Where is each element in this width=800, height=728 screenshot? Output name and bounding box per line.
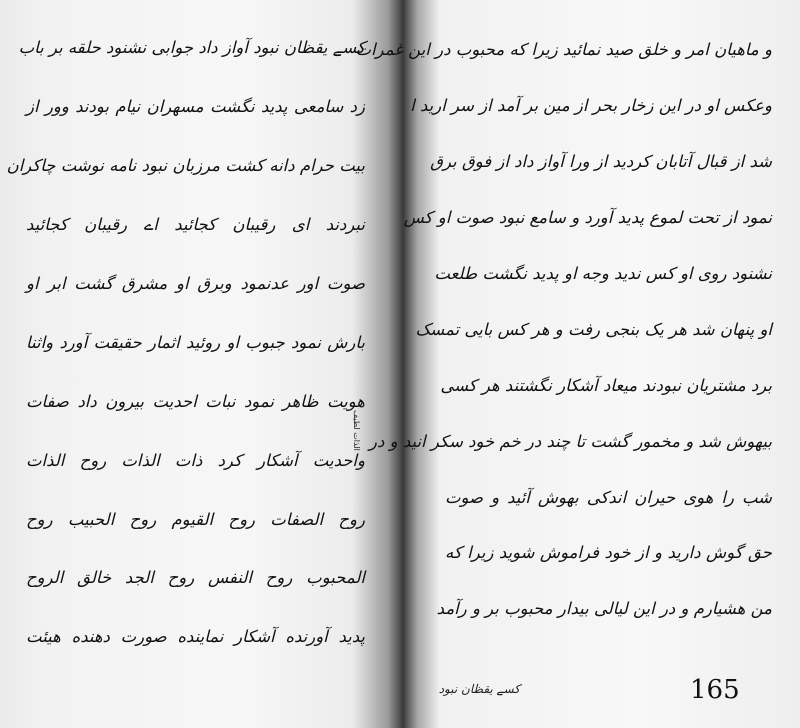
text-line: پدید آورنده آشکار نماینده صورت دهنده هیئت xyxy=(26,627,365,647)
left-page xyxy=(0,0,395,728)
text-line: برد مشتریان نبودند میعاد آشکار نگشتند هر کسی xyxy=(440,375,772,395)
text-line: و ماهیان امر و خلق صید نمائید زیرا که محبوب در این غمرات xyxy=(355,40,772,59)
text-line: روح الصفات روح القیوم روح الحبیب روح xyxy=(26,509,365,529)
text-line: بارش نمود جبوب او روئید اثمار حقیقت آورد واثنا xyxy=(26,332,365,352)
text-line: زد سامعی پدید نگشت مسهران نیام بودند وور از xyxy=(26,96,365,116)
text-line: بیهوش شد و مخمور گشت تا چند در خم خود سکر انید و در xyxy=(369,431,772,451)
catchword: کسے یقظان نبود xyxy=(438,682,520,696)
text-line: شد از قبال آتابان کردید از ورا آواز داد از فوق برق xyxy=(430,151,772,171)
text-line: المحبوب روح النفس روح الجد خالق الروح xyxy=(26,568,365,588)
marginal-note: الذات لطیف xyxy=(352,410,361,451)
text-line: نبردند ای رقیبان کجائید اے رقیبان کجائید xyxy=(26,214,365,234)
text-line: هویت ظاهر نمود نبات احدیت بیرون داد صفات xyxy=(26,391,365,411)
text-line: واحدیت آشکار کرد ذات الذات روح الذات xyxy=(26,450,365,470)
text-line: بیت حرام دانه کشت مرزبان نبود نامه نوشت چاکران xyxy=(6,155,365,175)
text-line: او پنهان شد هر یک بنجی رفت و هر کس بایی تمسک xyxy=(415,319,772,339)
left-page-text-block xyxy=(0,38,395,648)
text-line: صوت اور عدنمود وبرق او مشرق گشت ابر او xyxy=(26,273,365,293)
page-number: 165 xyxy=(690,675,740,705)
text-line: وعکس او در این زخار بحر از مین بر آمد از سر ارید ا xyxy=(410,95,772,115)
text-line: نشنود روی او کس ندید وجه او پدید نگشت طلعت xyxy=(434,263,772,283)
text-line: من هشیارم و در این لیالی بیدار محبوب بر و رآمد xyxy=(436,599,772,619)
text-line: حق گوش دارید و از خود فراموش شوید زیرا که xyxy=(445,543,772,563)
text-line: شب را هوی حیران اندکی بهوش آئید و صوت xyxy=(445,487,772,507)
text-line: نمود از تحت لموع پدید آورد و سامع نبود صوت او کس xyxy=(403,207,772,227)
text-line: کسے یقظان نبود آواز داد جوابی نشنود حلقه بر باب xyxy=(18,38,365,57)
